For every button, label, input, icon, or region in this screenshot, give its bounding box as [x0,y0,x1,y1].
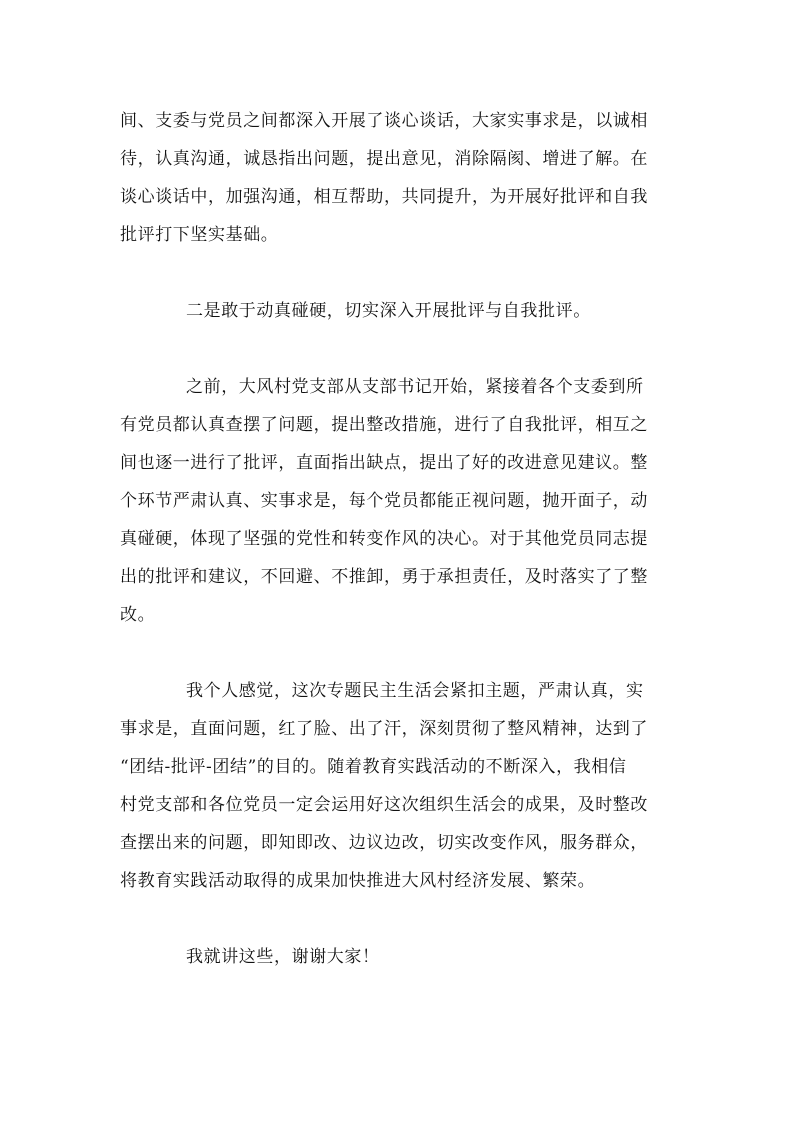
text-line: 批评打下坚实基础。 [120,225,279,245]
text-line: 改。 [120,605,156,625]
text-line: 将教育实践活动取得的成果加快推进大风村经济发展、繁荣。 [120,871,596,891]
text-line: 个环节严肃认真、实事求是，每个党员都能正视问题，抛开面子，动 [120,491,648,511]
text-line: 事求是，直面问题，红了脸、出了汗，深刻贯彻了整风精神，达到了 [120,719,648,739]
text-line: 村党支部和各位党员一定会运用好这次组织生活会的成果，及时整改 [120,795,648,815]
text-line: 真碰硬，体现了坚强的党性和转变作风的决心。对于其他党员同志提 [120,529,648,549]
text-line: 查摆出来的问题，即知即改、边议边改，切实改变作风，服务群众， [120,833,648,853]
section-heading: 二是敢于动真碰硬，切实深入开展批评与自我批评。 [186,301,591,321]
text-line: 谈心谈话中，加强沟通，相互帮助，共同提升，为开展好批评和自我 [120,187,648,207]
text-line: “团结-批评-团结”的目的。随着教育实践活动的不断深入，我相信 [120,757,627,777]
text-line: 待，认真沟通，诚恳指出问题，提出意见，消除隔阂、增进了解。在 [120,149,648,169]
text-line: 有党员都认真查摆了问题，提出整改措施，进行了自我批评，相互之 [120,415,648,435]
text-line: 间也逐一进行了批评，直面指出缺点，提出了好的改进意见建议。整 [120,453,648,473]
text-line: 出的批评和建议，不回避、不推卸，勇于承担责任，及时落实了了整 [120,567,648,587]
closing-line: 我就讲这些，谢谢大家！ [186,947,380,967]
text-line: 间、支委与党员之间都深入开展了谈心谈话，大家实事求是，以诚相 [120,111,648,131]
text-line: 我个人感觉，这次专题民主生活会紧扣主题，严肃认真，实 [186,681,644,701]
text-line: 之前，大风村党支部从支部书记开始，紧接着各个支委到所 [186,377,644,397]
